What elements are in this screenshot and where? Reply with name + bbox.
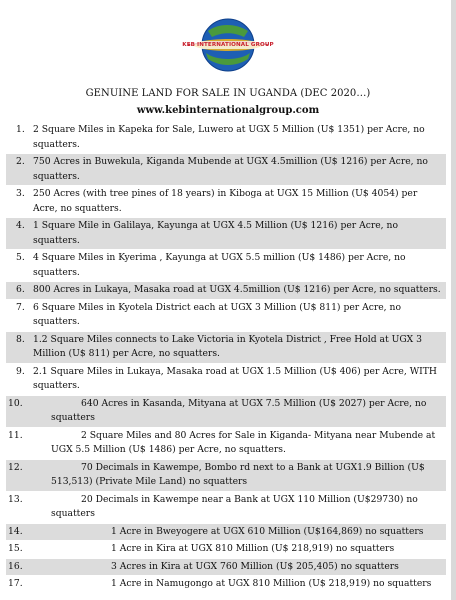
- item-number: 11.: [8, 429, 23, 441]
- item-text: 6 Square Miles in Kyotela District each at UGX 3 Million (U$ 811) per Acre, no squatters.: [33, 301, 401, 327]
- item-text: 70 Decimals in Kawempe, Bombo rd next to a Bank at UGX1.9 Billion (U$ 513,513) (Private Mile Land) no squatters: [51, 461, 425, 487]
- land-listing: [6, 122, 446, 594]
- item-text: 2 Square Miles and 80 Acres for Sale in Kiganda- Mityana near Mubende at UGX 5.5 Million (U$ 1486) per Acre, no squatters.: [51, 429, 436, 455]
- item-text: 640 Acres in Kasanda, Mityana at UGX 7.5 Million (U$ 2027) per Acre, no squatters: [51, 397, 427, 423]
- item-number: 9.: [16, 365, 25, 377]
- item-text: 250 Acres (with tree pines of 18 years) in Kiboga at UGX 15 Million (U$ 4054) per Acre, no squatters.: [33, 188, 418, 214]
- item-number: 12.: [8, 461, 23, 473]
- item-text: 1 Acre in Bweyogere at UGX 610 Million (U$164,869) no squatters: [111, 525, 424, 537]
- item-text: 1 Square Mile in Galilaya, Kayunga at UGX 4.5 Million (U$ 1216) per Acre, no squatters.: [33, 220, 398, 246]
- list-item: [6, 122, 446, 153]
- item-text: 800 Acres in Lukaya, Masaka road at UGX 4.5million (U$ 1216) per Acre, no squatters.: [33, 284, 441, 295]
- list-item: [6, 250, 446, 281]
- item-text: 3 Acres in Kira at UGX 760 Million (U$ 205,405) no squatters: [111, 560, 399, 572]
- list-item: [6, 492, 446, 523]
- list-item: [6, 524, 446, 541]
- item-text: 4 Square Miles in Kyerima , Kayunga at UGX 5.5 million (U$ 1486) per Acre, no squatters.: [33, 252, 406, 278]
- item-number: 16.: [8, 560, 23, 572]
- item-text: 1.2 Square Miles connects to Lake Victoria in Kyotela District , Free Hold at UGX 3 Million (U$ 811) per Acre, no squatters.: [33, 333, 422, 359]
- item-text: 20 Decimals in Kawempe near a Bank at UGX 110 Million (U$29730) no squatters: [51, 493, 418, 519]
- item-number: 17.: [8, 578, 23, 589]
- list-item: [6, 460, 446, 491]
- company-logo: [178, 15, 278, 77]
- logo-text: KEB INTERNATIONAL GROUP: [182, 42, 274, 48]
- item-text: 2.1 Square Miles in Lukaya, Masaka road at UGX 1.5 Million (U$ 406) per Acre, WITH squatters.: [33, 365, 437, 391]
- item-text: 750 Acres in Buwekula, Kiganda Mubende at UGX 4.5million (U$ 1216) per Acre, no squatters.: [33, 156, 428, 182]
- item-number: 13.: [8, 493, 23, 505]
- list-item: [6, 364, 446, 395]
- item-text: 1 Acre in Kira at UGX 810 Million (U$ 218,919) no squatters: [111, 543, 395, 554]
- list-item: [6, 282, 446, 299]
- list-item: [6, 154, 446, 185]
- item-number: 8.: [16, 333, 25, 345]
- item-number: 1.: [16, 124, 25, 135]
- item-text: 2 Square Miles in Kapeka for Sale, Luwero at UGX 5 Million (U$ 1351) per Acre, no squatters.: [33, 124, 425, 150]
- item-number: 6.: [16, 284, 25, 295]
- list-item: [6, 332, 446, 363]
- item-text: 1 Acre in Namugongo at UGX 810 Million (U$ 218,919) no squatters: [111, 578, 432, 589]
- list-item: [6, 218, 446, 249]
- item-number: 3.: [16, 188, 25, 199]
- item-number: 2.: [16, 156, 25, 167]
- item-number: 14.: [8, 525, 23, 537]
- item-number: 15.: [8, 543, 23, 554]
- item-number: 10.: [8, 397, 23, 409]
- item-number: 7.: [16, 301, 25, 313]
- list-item: [6, 428, 446, 459]
- item-number: 5.: [16, 252, 25, 263]
- list-item: [6, 300, 446, 331]
- website-url: www.kebinternationalgroup.com: [136, 105, 320, 116]
- list-item: [6, 396, 446, 427]
- list-item: [6, 541, 446, 558]
- list-item: [6, 186, 446, 217]
- list-item: [6, 576, 446, 593]
- item-number: 4.: [16, 220, 25, 231]
- list-item: [6, 559, 446, 576]
- page-title: GENUINE LAND FOR SALE IN UGANDA (DEC 2020…): [85, 88, 371, 99]
